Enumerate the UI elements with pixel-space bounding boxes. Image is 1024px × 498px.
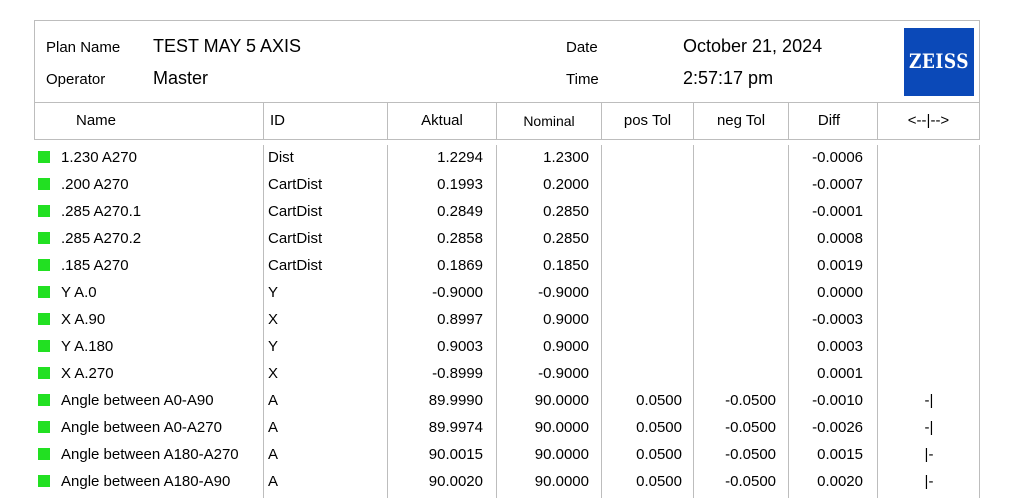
operator-label: Operator [46, 71, 106, 88]
row-id: CartDist [268, 230, 323, 247]
row-neg-tol: -0.0500 [725, 392, 776, 409]
row-aktual: 0.8997 [437, 311, 483, 328]
row-name: 1.230 A270 [61, 149, 137, 166]
row-aktual: 0.2849 [437, 203, 483, 220]
row-nominal: 90.0000 [534, 446, 589, 463]
row-nominal: 0.1850 [543, 257, 589, 274]
row-name: .285 A270.1 [61, 203, 142, 220]
row-neg-tol [694, 333, 776, 360]
row-diff: -0.0003 [812, 311, 863, 328]
row-nominal: 0.2850 [543, 203, 589, 220]
column-divider [263, 102, 264, 139]
row-deviation-indicator [879, 198, 979, 225]
row-diff: 0.0020 [817, 473, 863, 490]
row-pos-tol: 0.0500 [636, 419, 682, 436]
row-neg-tol [694, 198, 776, 225]
row-name: Angle between A0-A90 [61, 392, 214, 409]
column-header-deviation: <--|--> [907, 112, 950, 129]
row-aktual: 0.1869 [437, 257, 483, 274]
row-name: .185 A270 [61, 257, 129, 274]
row-diff: -0.0026 [812, 419, 863, 436]
table-row [0, 225, 1024, 252]
row-pos-tol [606, 198, 682, 225]
operator-value: Master [153, 68, 209, 88]
column-header-pos-tol: pos Tol [623, 112, 672, 129]
row-neg-tol [694, 360, 776, 387]
row-nominal: -0.9000 [538, 284, 589, 301]
plan-name-value: TEST MAY 5 AXIS [153, 36, 302, 56]
column-header-aktual: Aktual [421, 112, 463, 129]
row-deviation-indicator: |- [924, 446, 934, 463]
row-deviation-indicator: -| [924, 419, 934, 436]
row-nominal: 0.9000 [543, 311, 589, 328]
row-deviation-indicator: -| [924, 392, 934, 409]
row-nominal: 90.0000 [534, 419, 589, 436]
row-deviation-indicator [879, 171, 979, 198]
row-id: Dist [268, 149, 294, 166]
row-pos-tol: 0.0500 [636, 446, 682, 463]
row-nominal: 90.0000 [534, 392, 589, 409]
zeiss-logo [904, 28, 974, 96]
row-pos-tol [606, 279, 682, 306]
time-value: 2:57:17 pm [683, 68, 774, 88]
status-ok-icon [38, 151, 50, 163]
status-ok-icon [38, 340, 50, 352]
table-row [0, 360, 1024, 387]
row-deviation-indicator [879, 225, 979, 252]
status-ok-icon [38, 448, 50, 460]
row-name: .200 A270 [61, 176, 129, 193]
column-header-name: Name [75, 112, 116, 129]
row-neg-tol [694, 306, 776, 333]
status-ok-icon [38, 367, 50, 379]
row-id: CartDist [268, 176, 323, 193]
row-pos-tol [606, 306, 682, 333]
row-diff: 0.0003 [817, 338, 863, 355]
table-row [0, 387, 1024, 414]
row-aktual: 0.1993 [437, 176, 483, 193]
row-id: A [268, 473, 279, 490]
row-aktual: -0.8999 [432, 365, 483, 382]
row-nominal: 0.2000 [543, 176, 589, 193]
table-row [0, 306, 1024, 333]
column-header-nominal: Nominal [523, 113, 575, 129]
row-neg-tol [694, 171, 776, 198]
header-left-border [34, 20, 35, 102]
row-id: A [268, 419, 279, 436]
status-ok-icon [38, 232, 50, 244]
column-divider [979, 102, 980, 139]
row-aktual: 89.9974 [428, 419, 483, 436]
header-top-border [34, 20, 980, 21]
column-divider [34, 102, 35, 139]
row-name: Angle between A0-A270 [61, 419, 222, 436]
row-neg-tol [694, 144, 776, 171]
row-diff: 0.0015 [817, 446, 863, 463]
row-id: CartDist [268, 257, 323, 274]
column-header-neg-tol: neg Tol [716, 112, 766, 129]
row-pos-tol [606, 171, 682, 198]
row-pos-tol: 0.0500 [636, 473, 682, 490]
row-diff: -0.0006 [812, 149, 863, 166]
row-deviation-indicator [879, 279, 979, 306]
row-aktual: 1.2294 [437, 149, 483, 166]
table-row [0, 414, 1024, 441]
plan-name-label: Plan Name [46, 39, 121, 56]
row-aktual: -0.9000 [432, 284, 483, 301]
row-pos-tol [606, 144, 682, 171]
status-ok-icon [38, 286, 50, 298]
row-id: A [268, 446, 279, 463]
row-diff: 0.0008 [817, 230, 863, 247]
status-ok-icon [38, 475, 50, 487]
row-neg-tol: -0.0500 [725, 446, 776, 463]
header-right-border [979, 20, 980, 102]
row-name: Angle between A180-A90 [61, 473, 231, 490]
table-row [0, 252, 1024, 279]
row-nominal: 1.2300 [543, 149, 589, 166]
column-header-bottom-border [34, 139, 980, 140]
status-ok-icon [38, 394, 50, 406]
row-deviation-indicator [879, 333, 979, 360]
row-neg-tol [694, 225, 776, 252]
row-aktual: 0.9003 [437, 338, 483, 355]
row-id: CartDist [268, 203, 323, 220]
row-aktual: 0.2858 [437, 230, 483, 247]
column-header-diff: Diff [817, 112, 841, 129]
row-nominal: 0.9000 [543, 338, 589, 355]
row-name: X A.90 [61, 311, 106, 328]
row-diff: 0.0019 [817, 257, 863, 274]
row-diff: -0.0007 [812, 176, 863, 193]
row-name: Angle between A180-A270 [61, 446, 239, 463]
row-name: Y A.0 [61, 284, 97, 301]
time-label: Time [566, 71, 599, 88]
row-deviation-indicator [879, 252, 979, 279]
row-id: Y [268, 284, 279, 301]
logo-text: ZEISS [909, 50, 969, 74]
column-header-id: ID [270, 112, 285, 129]
row-deviation-indicator [879, 144, 979, 171]
status-ok-icon [38, 178, 50, 190]
status-ok-icon [38, 205, 50, 217]
row-diff: -0.0010 [812, 392, 863, 409]
row-deviation-indicator [879, 360, 979, 387]
table-row [0, 171, 1024, 198]
row-nominal: -0.9000 [538, 365, 589, 382]
status-ok-icon [38, 259, 50, 271]
status-ok-icon [38, 421, 50, 433]
row-aktual: 89.9990 [428, 392, 483, 409]
row-diff: 0.0000 [817, 284, 863, 301]
table-row [0, 144, 1024, 171]
row-pos-tol [606, 333, 682, 360]
row-deviation-indicator: |- [924, 473, 934, 490]
row-id: X [268, 365, 279, 382]
row-neg-tol [694, 279, 776, 306]
row-name: X A.270 [61, 365, 114, 382]
table-row [0, 333, 1024, 360]
row-pos-tol [606, 225, 682, 252]
table-row [0, 198, 1024, 225]
row-id: A [268, 392, 279, 409]
row-pos-tol [606, 360, 682, 387]
table-row [0, 468, 1024, 495]
row-name: .285 A270.2 [61, 230, 142, 247]
row-neg-tol: -0.0500 [725, 473, 776, 490]
row-id: Y [268, 338, 279, 355]
date-label: Date [566, 39, 598, 56]
row-id: X [268, 311, 279, 328]
row-aktual: 90.0015 [428, 446, 483, 463]
table-row [0, 441, 1024, 468]
row-name: Y A.180 [61, 338, 114, 355]
row-nominal: 90.0000 [534, 473, 589, 490]
date-value: October 21, 2024 [683, 36, 823, 56]
row-deviation-indicator [879, 306, 979, 333]
row-nominal: 0.2850 [543, 230, 589, 247]
row-neg-tol: -0.0500 [725, 419, 776, 436]
table-row [0, 279, 1024, 306]
row-pos-tol: 0.0500 [636, 392, 682, 409]
row-diff: -0.0001 [812, 203, 863, 220]
status-ok-icon [38, 313, 50, 325]
row-neg-tol [694, 252, 776, 279]
row-diff: 0.0001 [817, 365, 863, 382]
row-aktual: 90.0020 [428, 473, 483, 490]
row-pos-tol [606, 252, 682, 279]
header-bottom-border [34, 102, 980, 103]
